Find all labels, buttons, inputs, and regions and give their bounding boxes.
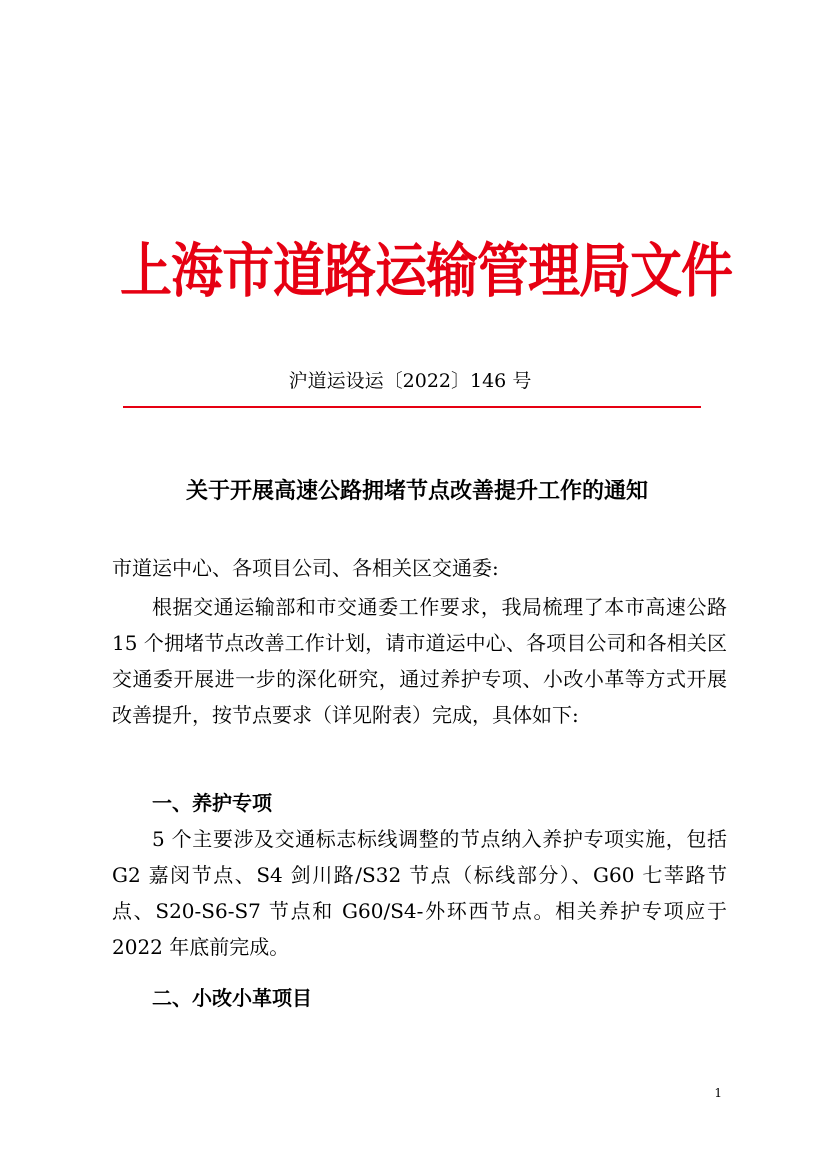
body-paragraph-intro: 根据交通运输部和市交通委工作要求，我局梳理了本市高速公路 15 个拥堵节点改善工作计划，请市道运中心、各项目公司和各相关区交通委开展进一步的深化研究，通过养护专项、小改小革等方式开展改善提升，按节点要求（详见附表）完成，具体如下: xyxy=(112,595,727,727)
section-heading-maintenance: 一、养护专项 xyxy=(152,791,272,815)
page-number: 1 xyxy=(714,1086,722,1100)
section-heading-small-improvements: 二、小改小革项目 xyxy=(152,986,312,1010)
issuing-authority-title: 上海市道路运输管理局文件 xyxy=(120,237,733,306)
red-divider-line xyxy=(123,406,701,408)
notice-title: 关于开展高速公路拥堵节点改善提升工作的通知 xyxy=(185,478,648,504)
salutation: 市道运中心、各项目公司、各相关区交通委: xyxy=(112,556,499,580)
body-paragraph-maintenance: 5 个主要涉及交通标志标线调整的节点纳入养护专项实施，包括 G2 嘉闵节点、S4 剑川路/S32 节点（标线部分）、G60 七莘路节点、S20-S6-S7 节点和 G60/S4-外环西节点。相关养护专项应于 2022 年底前完成。 xyxy=(112,827,727,959)
document-number: 沪道运设运〔2022〕146 号 xyxy=(288,370,532,392)
